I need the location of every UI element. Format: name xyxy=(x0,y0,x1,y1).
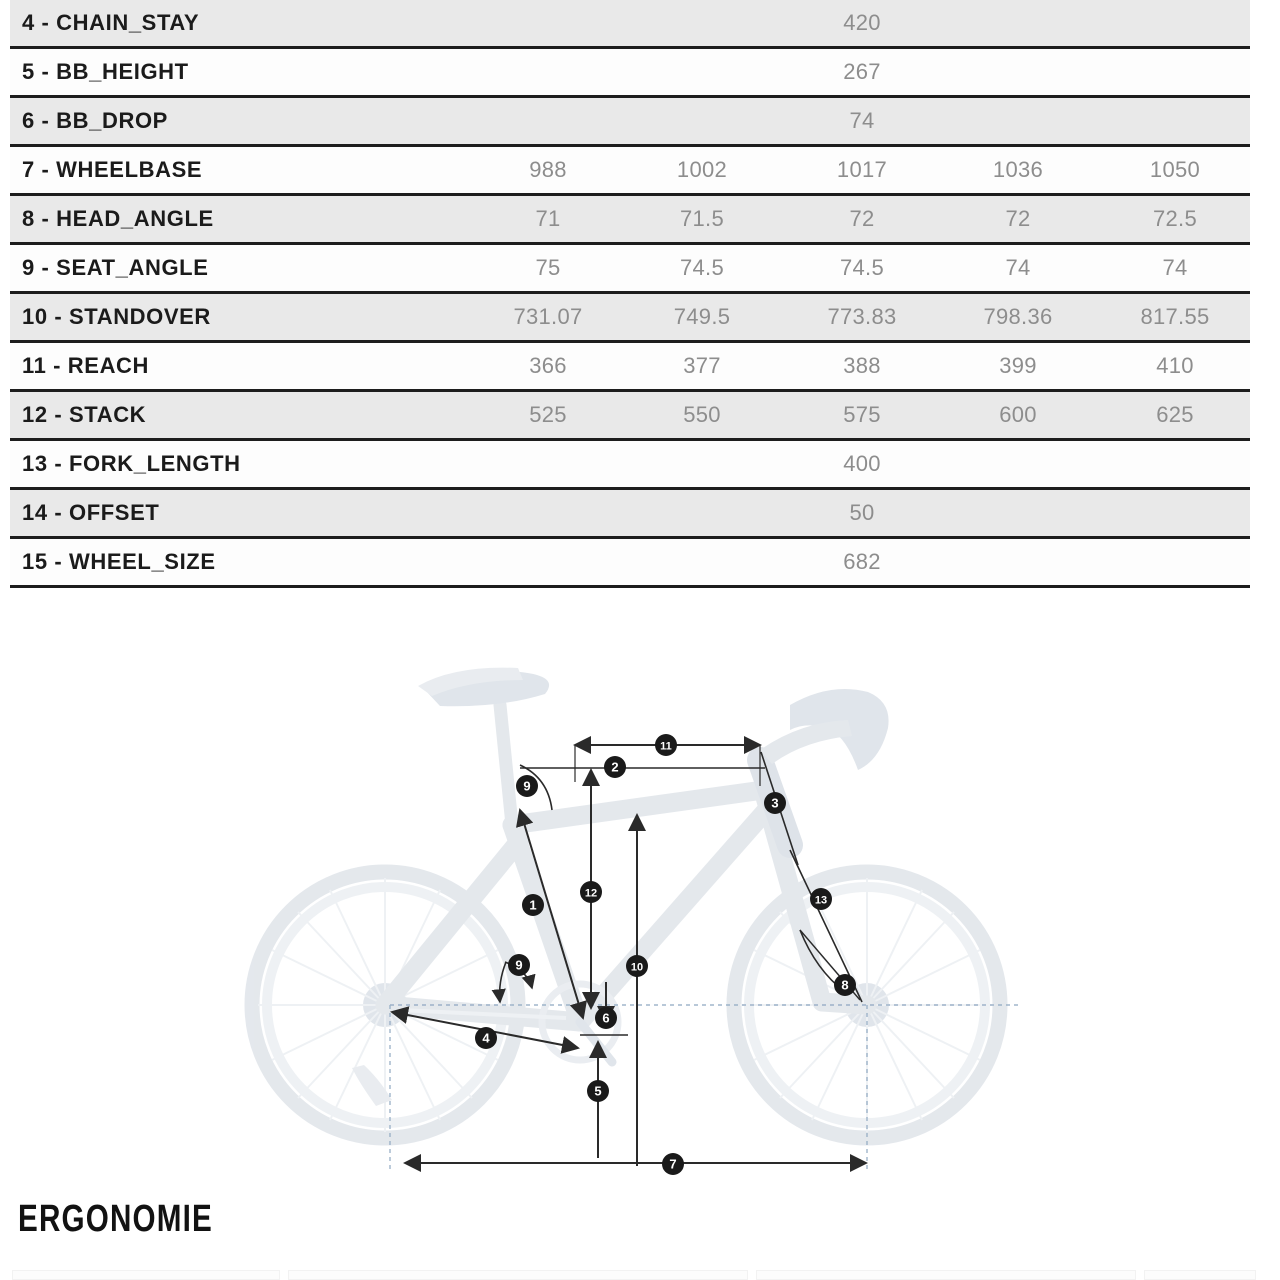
callout-label: 1 xyxy=(529,897,537,913)
row-label: 13 - FORK_LENGTH xyxy=(22,451,241,476)
callout-marker xyxy=(522,894,544,916)
table-row xyxy=(10,0,1250,49)
cell-value: 74.5 xyxy=(679,255,725,280)
row-label: 11 - REACH xyxy=(22,353,150,378)
callout-marker xyxy=(475,1027,497,1049)
callout-label: 3 xyxy=(771,795,779,811)
bicycle-silhouette xyxy=(252,668,1000,1138)
callout-label: 4 xyxy=(482,1030,490,1046)
row-label: 9 - SEAT_ANGLE xyxy=(22,255,209,280)
cell-value: 1036 xyxy=(992,157,1044,182)
row-label: 14 - OFFSET xyxy=(22,500,160,525)
cell-value: 600 xyxy=(999,402,1037,427)
ergonomie-heading: ERGONOMIE xyxy=(18,1198,213,1240)
table-row xyxy=(10,539,1250,588)
callout-marker xyxy=(604,756,626,778)
table-row xyxy=(10,98,1250,147)
table-row xyxy=(10,196,1250,245)
callout-marker xyxy=(655,734,677,756)
cell-value: 366 xyxy=(529,353,567,378)
cell-value: 71 xyxy=(535,206,561,231)
cell-value: 72 xyxy=(849,206,875,231)
cell-value: 575 xyxy=(843,402,881,427)
callout-marker xyxy=(508,954,530,976)
table-row xyxy=(10,392,1250,441)
row-label: 12 - STACK xyxy=(22,402,147,427)
table-row xyxy=(10,147,1250,196)
cell-value: 1050 xyxy=(1149,157,1201,182)
cell-value-merged: 267 xyxy=(843,59,881,84)
cell-value: 410 xyxy=(1156,353,1194,378)
cell-value: 525 xyxy=(529,402,567,427)
cell-value: 798.36 xyxy=(983,304,1053,329)
geometry-table xyxy=(10,0,1250,588)
row-values xyxy=(10,98,1250,144)
cell-value-merged: 74 xyxy=(849,108,875,133)
row-values xyxy=(10,49,1250,95)
cell-value: 773.83 xyxy=(827,304,897,329)
callout-label: 5 xyxy=(594,1083,602,1099)
cell-value: 75 xyxy=(535,255,561,280)
row-values xyxy=(10,196,1250,242)
row-label: 5 - BB_HEIGHT xyxy=(22,59,189,84)
cell-value: 377 xyxy=(683,353,721,378)
row-values xyxy=(10,490,1250,536)
callout-label: 6 xyxy=(602,1010,610,1026)
cell-value: 74 xyxy=(1162,255,1188,280)
cell-value: 731.07 xyxy=(513,304,583,329)
cell-value: 1017 xyxy=(836,157,888,182)
row-values xyxy=(10,294,1250,340)
row-label: 7 - WHEELBASE xyxy=(22,157,203,182)
bike-geometry-diagram xyxy=(0,610,1280,1190)
cell-value: 74 xyxy=(1005,255,1031,280)
cell-value: 749.5 xyxy=(673,304,731,329)
callout-label: 8 xyxy=(841,977,849,993)
row-label: 15 - WHEEL_SIZE xyxy=(22,549,216,574)
table-row xyxy=(10,343,1250,392)
callout-marker xyxy=(580,881,602,903)
cell-value: 550 xyxy=(683,402,721,427)
row-values xyxy=(10,539,1250,585)
table-row xyxy=(10,490,1250,539)
callout-label: 7 xyxy=(669,1156,677,1172)
cell-value: 399 xyxy=(999,353,1037,378)
row-values xyxy=(10,147,1250,193)
callout-label: 2 xyxy=(611,759,619,775)
cell-value-merged: 50 xyxy=(849,500,875,525)
table-row xyxy=(10,294,1250,343)
footer-cell xyxy=(288,1270,748,1280)
row-label: 10 - STANDOVER xyxy=(22,304,211,329)
cell-value: 72.5 xyxy=(1152,206,1198,231)
table-row xyxy=(10,49,1250,98)
cell-value: 72 xyxy=(1005,206,1031,231)
callout-label: 10 xyxy=(630,961,644,974)
cell-value: 817.55 xyxy=(1140,304,1210,329)
cell-value: 71.5 xyxy=(679,206,725,231)
table-row xyxy=(10,245,1250,294)
row-values xyxy=(10,343,1250,389)
callout-marker xyxy=(595,1007,617,1029)
cell-value: 74.5 xyxy=(839,255,885,280)
callout-marker xyxy=(764,792,786,814)
footer-cell xyxy=(1144,1270,1256,1280)
table-row xyxy=(10,441,1250,490)
callout-label: 11 xyxy=(660,740,672,753)
cell-value-merged: 682 xyxy=(843,549,881,574)
callout-marker xyxy=(834,974,856,996)
cell-value-merged: 400 xyxy=(843,451,881,476)
callout-label: 12 xyxy=(584,887,598,900)
callout-marker xyxy=(626,955,648,977)
callout-marker xyxy=(810,888,832,910)
row-values xyxy=(10,0,1250,46)
callout-label: 9 xyxy=(523,778,531,794)
callout-marker xyxy=(662,1153,684,1175)
footer-strip xyxy=(0,1268,1280,1280)
cell-value: 988 xyxy=(529,157,567,182)
cell-value: 388 xyxy=(843,353,881,378)
cell-value: 625 xyxy=(1156,402,1194,427)
callout-marker xyxy=(516,775,538,797)
row-label: 6 - BB_DROP xyxy=(22,108,168,133)
row-label: 8 - HEAD_ANGLE xyxy=(22,206,214,231)
footer-cell xyxy=(756,1270,1136,1280)
callout-marker xyxy=(587,1080,609,1102)
footer-cell xyxy=(12,1270,280,1280)
row-label: 4 - CHAIN_STAY xyxy=(22,10,200,35)
callout-label: 13 xyxy=(814,894,828,907)
callout-label: 9 xyxy=(515,957,523,973)
row-values xyxy=(10,441,1250,487)
row-values xyxy=(10,245,1250,291)
cell-value-merged: 420 xyxy=(843,10,881,35)
cell-value: 1002 xyxy=(676,157,728,182)
row-values xyxy=(10,392,1250,438)
